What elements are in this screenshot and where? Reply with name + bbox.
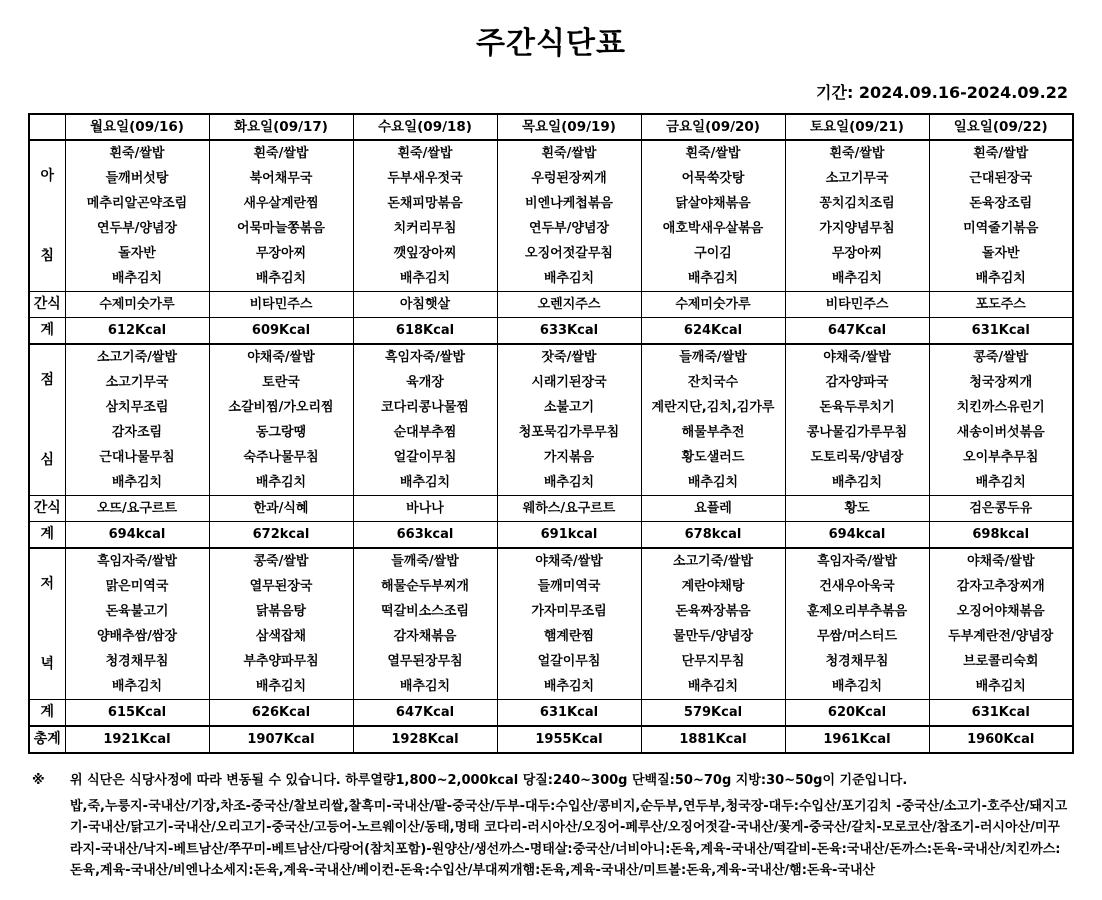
kcal-value: 615Kcal (65, 700, 209, 727)
menu-item: 새송이버섯볶음 (929, 420, 1073, 445)
menu-item: 북어채무국 (209, 166, 353, 191)
menu-item: 물만두/양념장 (641, 624, 785, 649)
menu-item: 두부새우젓국 (353, 166, 497, 191)
menu-item: 양배추쌈/쌈장 (65, 624, 209, 649)
kcal-value: 579Kcal (641, 700, 785, 727)
total-value: 1921Kcal (65, 726, 209, 753)
menu-item: 우렁된장찌개 (497, 166, 641, 191)
menu-item: 돈육불고기 (65, 599, 209, 624)
menu-item: 연두부/양념장 (65, 216, 209, 241)
day-header: 일요일(09/22) (929, 114, 1073, 140)
dinner-row (29, 624, 1073, 649)
menu-item: 흰죽/쌀밥 (785, 140, 929, 166)
dinner-row (29, 548, 1073, 574)
menu-item: 삼치무조림 (65, 395, 209, 420)
lunch-row (29, 445, 1073, 470)
menu-item: 배추김치 (497, 674, 641, 700)
menu-item: 치킨까스유린기 (929, 395, 1073, 420)
menu-item: 미역줄기볶음 (929, 216, 1073, 241)
lunch-row (29, 420, 1073, 445)
menu-item: 닭살야채볶음 (641, 191, 785, 216)
menu-item: 배추김치 (65, 470, 209, 496)
total-value: 1881Kcal (641, 726, 785, 753)
menu-item: 소고기죽/쌀밥 (641, 548, 785, 574)
kcal-value: 620Kcal (785, 700, 929, 727)
breakfast-row (29, 191, 1073, 216)
dinner-kcal-row (29, 700, 1073, 727)
menu-item: 떡갈비소스조림 (353, 599, 497, 624)
menu-item: 치커리무침 (353, 216, 497, 241)
snack-label: 간식 (29, 496, 65, 522)
menu-item: 비엔나케첩볶음 (497, 191, 641, 216)
kcal-value: 694kcal (65, 522, 209, 549)
menu-item: 배추김치 (65, 266, 209, 292)
menu-item: 가자미무조림 (497, 599, 641, 624)
day-header: 화요일(09/17) (209, 114, 353, 140)
corner-cell (29, 114, 65, 140)
kcal-label: 계 (29, 318, 65, 345)
menu-item: 배추김치 (65, 674, 209, 700)
menu-item: 돈육두루치기 (785, 395, 929, 420)
menu-item: 숙주나물무침 (209, 445, 353, 470)
menu-item: 배추김치 (641, 470, 785, 496)
breakfast-kcal-row (29, 318, 1073, 345)
menu-notes (32, 770, 1072, 882)
menu-item: 감자양파국 (785, 370, 929, 395)
menu-item: 야채죽/쌀밥 (497, 548, 641, 574)
menu-item: 들깨죽/쌀밥 (353, 548, 497, 574)
total-value: 1960Kcal (929, 726, 1073, 753)
note-origin: 밥,죽,누룽지-국내산/기장,차조-중국산/찰보리쌀,찰흑미-국내산/팥-중국산/두부-대두:수입산/콩비지,순두부,연두부,청국장-대두:수입산/포기김치 -중국산/소고기-호주산/돼지고기-국내산/닭고기-국내산/오리고기-중국산/고등어-노르웨이산/동태,명태 코다리-러시아산/오징어-페루산/오징어젓갈-국내산/꽃게-중국산/갈치-모로코산/참조기-러시아산/미꾸라지-국내산/낙지-베트남산/쭈꾸미-베트남산/다랑어(참치포함)-원양산/생선까스-명태살:중국산/너비아니:돈육,계육-국내산/떡갈비-돈육:국내산/돈까스:돈육-국내산/치킨까스:돈육,계육-국내산/비엔나소세지:돈육,계육-국내산/베이컨-돈육:수입산/부대찌개햄:돈육,계육-국내산/미트볼:돈육,계육-국내산/햄:돈육-국내산 (70, 798, 1068, 878)
menu-item: 흰죽/쌀밥 (353, 140, 497, 166)
menu-item: 얼갈이무침 (353, 445, 497, 470)
dinner-row (29, 599, 1073, 624)
menu-item: 육개장 (353, 370, 497, 395)
menu-item: 돈채피망볶음 (353, 191, 497, 216)
total-value: 1928Kcal (353, 726, 497, 753)
menu-item: 잣죽/쌀밥 (497, 344, 641, 370)
menu-item: 배추김치 (497, 266, 641, 292)
snack-item: 요플레 (641, 496, 785, 522)
menu-item: 얼갈이무침 (497, 649, 641, 674)
lunch-kcal-row (29, 522, 1073, 549)
weekly-menu-table (28, 113, 1074, 754)
menu-item: 건새우아욱국 (785, 574, 929, 599)
menu-item: 어묵마늘쫑볶음 (209, 216, 353, 241)
kcal-value: 633Kcal (497, 318, 641, 345)
menu-item: 돈육장조림 (929, 191, 1073, 216)
kcal-value: 612Kcal (65, 318, 209, 345)
menu-item: 소갈비찜/가오리찜 (209, 395, 353, 420)
menu-item: 배추김치 (209, 470, 353, 496)
breakfast-row (29, 241, 1073, 266)
menu-item: 구이김 (641, 241, 785, 266)
menu-item: 배추김치 (929, 674, 1073, 700)
menu-item: 소고기무국 (65, 370, 209, 395)
menu-item: 청경채무침 (65, 649, 209, 674)
menu-item: 흰죽/쌀밥 (65, 140, 209, 166)
menu-item: 코다리콩나물찜 (353, 395, 497, 420)
dinner-label: 저 녁 (29, 548, 65, 700)
kcal-value: 678kcal (641, 522, 785, 549)
page-title: 주간식단표 (476, 26, 626, 61)
menu-item: 돌자반 (929, 241, 1073, 266)
menu-item: 두부계란전/양념장 (929, 624, 1073, 649)
kcal-value: 691kcal (497, 522, 641, 549)
breakfast-row (29, 140, 1073, 166)
breakfast-label: 아 침 (29, 140, 65, 292)
lunch-row (29, 344, 1073, 370)
snack-item: 오렌지주스 (497, 292, 641, 318)
menu-item: 돌자반 (65, 241, 209, 266)
total-value: 1961Kcal (785, 726, 929, 753)
menu-item: 해물순두부찌개 (353, 574, 497, 599)
day-header: 월요일(09/16) (65, 114, 209, 140)
dinner-row (29, 574, 1073, 599)
menu-item: 콩나물김가루무침 (785, 420, 929, 445)
menu-item: 배추김치 (785, 470, 929, 496)
breakfast-row (29, 266, 1073, 292)
note-mark: ※ (32, 773, 45, 788)
kcal-value: 631Kcal (929, 700, 1073, 727)
menu-item: 배추김치 (353, 470, 497, 496)
total-value: 1955Kcal (497, 726, 641, 753)
menu-item: 배추김치 (785, 266, 929, 292)
menu-item: 콩죽/쌀밥 (929, 344, 1073, 370)
day-header: 금요일(09/20) (641, 114, 785, 140)
snack-item: 바나나 (353, 496, 497, 522)
kcal-value: 626Kcal (209, 700, 353, 727)
menu-item: 햄계란찜 (497, 624, 641, 649)
menu-item: 흰죽/쌀밥 (641, 140, 785, 166)
kcal-value: 672kcal (209, 522, 353, 549)
menu-item: 동그랑땡 (209, 420, 353, 445)
snack-item: 비타민주스 (209, 292, 353, 318)
snack-item: 웨하스/요구르트 (497, 496, 641, 522)
menu-item: 오징어젓갈무침 (497, 241, 641, 266)
lunch-row (29, 395, 1073, 420)
menu-item: 흰죽/쌀밥 (497, 140, 641, 166)
menu-item: 애호박새우살볶음 (641, 216, 785, 241)
kcal-value: 698kcal (929, 522, 1073, 549)
menu-item: 감자조림 (65, 420, 209, 445)
day-header-row (29, 114, 1073, 140)
snack-item: 수제미숫가루 (641, 292, 785, 318)
dinner-row (29, 649, 1073, 674)
menu-item: 연두부/양념장 (497, 216, 641, 241)
kcal-value: 647Kcal (353, 700, 497, 727)
menu-item: 배추김치 (641, 674, 785, 700)
snack-label: 간식 (29, 292, 65, 318)
kcal-label: 계 (29, 700, 65, 727)
menu-item: 부추양파무침 (209, 649, 353, 674)
menu-item: 배추김치 (497, 470, 641, 496)
kcal-value: 694kcal (785, 522, 929, 549)
menu-item: 들깨버섯탕 (65, 166, 209, 191)
menu-item: 들깨미역국 (497, 574, 641, 599)
menu-item: 야채죽/쌀밥 (785, 344, 929, 370)
kcal-value: 647Kcal (785, 318, 929, 345)
day-header: 수요일(09/18) (353, 114, 497, 140)
menu-item: 청포묵김가루무침 (497, 420, 641, 445)
menu-item: 순대부추찜 (353, 420, 497, 445)
lunch-snack-row (29, 496, 1073, 522)
kcal-value: 631Kcal (929, 318, 1073, 345)
menu-item: 흑임자죽/쌀밥 (353, 344, 497, 370)
menu-item: 닭볶음탕 (209, 599, 353, 624)
menu-item: 콩죽/쌀밥 (209, 548, 353, 574)
kcal-value: 618Kcal (353, 318, 497, 345)
menu-item: 야채죽/쌀밥 (209, 344, 353, 370)
menu-item: 훈제오리부추볶음 (785, 599, 929, 624)
kcal-label: 계 (29, 522, 65, 549)
menu-item: 흰죽/쌀밥 (929, 140, 1073, 166)
menu-item: 계란지단,김치,김가루 (641, 395, 785, 420)
total-label: 총계 (29, 726, 65, 753)
menu-item: 토란국 (209, 370, 353, 395)
menu-item: 야채죽/쌀밥 (929, 548, 1073, 574)
menu-item: 계란야채탕 (641, 574, 785, 599)
menu-item: 배추김치 (353, 674, 497, 700)
kcal-value: 631Kcal (497, 700, 641, 727)
menu-item: 청경채무침 (785, 649, 929, 674)
lunch-row (29, 370, 1073, 395)
lunch-label: 점 심 (29, 344, 65, 496)
menu-item: 브로콜리숙회 (929, 649, 1073, 674)
day-header: 목요일(09/19) (497, 114, 641, 140)
menu-item: 배추김치 (209, 674, 353, 700)
snack-item: 포도주스 (929, 292, 1073, 318)
menu-item: 잔치국수 (641, 370, 785, 395)
lunch-row (29, 470, 1073, 496)
menu-item: 근대나물무침 (65, 445, 209, 470)
menu-item: 배추김치 (929, 470, 1073, 496)
menu-item: 메추리알곤약조림 (65, 191, 209, 216)
menu-item: 들깨죽/쌀밥 (641, 344, 785, 370)
snack-item: 아침햇살 (353, 292, 497, 318)
menu-item: 꽁치김치조림 (785, 191, 929, 216)
menu-item: 열무된장국 (209, 574, 353, 599)
note-nutrition: 위 식단은 식당사정에 따라 변동될 수 있습니다. 하루열량1,800~2,000kcal 당질:240~300g 단백질:50~70g 지방:30~50g이 기준입니다. (70, 773, 908, 788)
menu-item: 맑은미역국 (65, 574, 209, 599)
total-kcal-row (29, 726, 1073, 753)
dinner-row (29, 674, 1073, 700)
menu-item: 청국장찌개 (929, 370, 1073, 395)
menu-item: 오징어야채볶음 (929, 599, 1073, 624)
menu-item: 깻잎장아찌 (353, 241, 497, 266)
total-value: 1907Kcal (209, 726, 353, 753)
breakfast-row (29, 216, 1073, 241)
menu-item: 단무지무침 (641, 649, 785, 674)
snack-item: 검은콩두유 (929, 496, 1073, 522)
menu-item: 배추김치 (929, 266, 1073, 292)
menu-item: 배추김치 (785, 674, 929, 700)
menu-item: 열무된장무침 (353, 649, 497, 674)
breakfast-row (29, 166, 1073, 191)
menu-period: 기간: 2024.09.16-2024.09.22 (816, 83, 1068, 102)
kcal-value: 663kcal (353, 522, 497, 549)
snack-item: 황도 (785, 496, 929, 522)
menu-item: 가지양념무침 (785, 216, 929, 241)
menu-item: 감자고추장찌개 (929, 574, 1073, 599)
menu-item: 무쌈/머스터드 (785, 624, 929, 649)
snack-item: 비타민주스 (785, 292, 929, 318)
menu-item: 소고기죽/쌀밥 (65, 344, 209, 370)
snack-item: 한과/식혜 (209, 496, 353, 522)
menu-item: 근대된장국 (929, 166, 1073, 191)
menu-item: 오이부추무침 (929, 445, 1073, 470)
menu-item: 소고기무국 (785, 166, 929, 191)
kcal-value: 609Kcal (209, 318, 353, 345)
menu-item: 배추김치 (353, 266, 497, 292)
snack-item: 수제미숫가루 (65, 292, 209, 318)
menu-item: 소불고기 (497, 395, 641, 420)
menu-item: 도토리묵/양념장 (785, 445, 929, 470)
menu-item: 흑임자죽/쌀밥 (785, 548, 929, 574)
menu-item: 흰죽/쌀밥 (209, 140, 353, 166)
menu-item: 배추김치 (641, 266, 785, 292)
menu-item: 무장아찌 (209, 241, 353, 266)
menu-item: 돈육짜장볶음 (641, 599, 785, 624)
menu-item: 배추김치 (209, 266, 353, 292)
snack-item: 오뜨/요구르트 (65, 496, 209, 522)
menu-item: 어묵쑥갓탕 (641, 166, 785, 191)
menu-item: 삼색잡채 (209, 624, 353, 649)
breakfast-snack-row (29, 292, 1073, 318)
menu-item: 새우살계란찜 (209, 191, 353, 216)
menu-item: 황도샐러드 (641, 445, 785, 470)
menu-item: 흑임자죽/쌀밥 (65, 548, 209, 574)
menu-item: 감자채볶음 (353, 624, 497, 649)
menu-item: 시래기된장국 (497, 370, 641, 395)
menu-item: 해물부추전 (641, 420, 785, 445)
day-header: 토요일(09/21) (785, 114, 929, 140)
kcal-value: 624Kcal (641, 318, 785, 345)
menu-item: 무장아찌 (785, 241, 929, 266)
menu-item: 가지볶음 (497, 445, 641, 470)
